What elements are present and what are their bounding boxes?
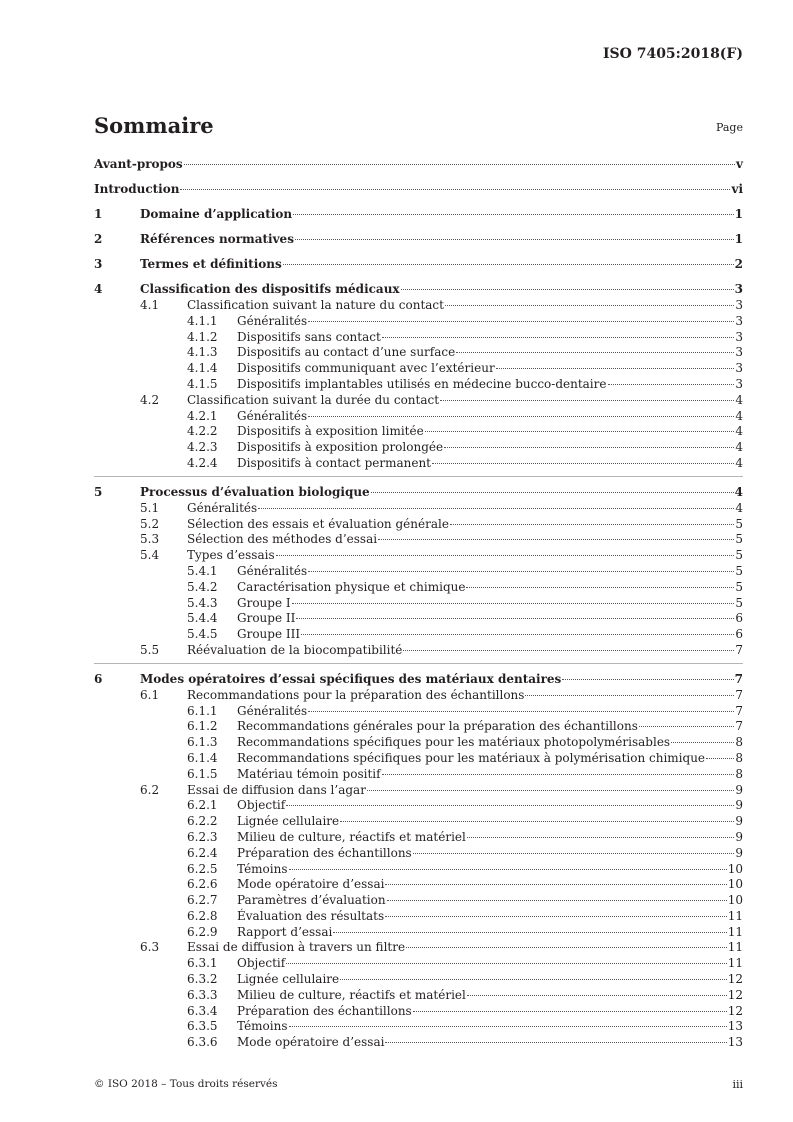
toc-entry-label: Avant-propos	[94, 157, 183, 171]
toc-entry-number: 4.2.3	[187, 440, 218, 455]
toc-entry-number: 6.2.4	[187, 845, 218, 860]
toc-entry[interactable]	[94, 611, 743, 627]
toc-dot-leader	[184, 163, 735, 165]
toc-entry-label: Lignée cellulaire	[237, 814, 340, 829]
toc-dot-leader	[450, 523, 734, 525]
toc-entry[interactable]	[94, 704, 743, 720]
toc-entry-page: 8	[735, 750, 743, 765]
toc-dot-leader	[308, 320, 734, 322]
toc-entry-page: 5	[735, 516, 743, 531]
toc-entry-page: 7	[735, 642, 743, 657]
toc-entry-page: 6	[735, 627, 743, 642]
toc-entry-number: 6.1.4	[187, 750, 218, 765]
toc-entry-page: 12	[727, 1003, 743, 1018]
toc-entry-label: Préparation des échantillons	[237, 1003, 412, 1018]
toc-entry[interactable]	[94, 893, 743, 909]
toc-dot-leader	[401, 288, 734, 290]
toc-entry-number: 1	[94, 207, 103, 221]
toc-entry-page: 4	[735, 408, 743, 423]
toc-entry-page: 3	[734, 282, 743, 296]
toc-entry[interactable]	[94, 206, 743, 223]
toc-entry-number: 4.2.1	[187, 408, 218, 423]
toc-dot-leader	[425, 430, 735, 432]
toc-entry-number: 4.1.1	[187, 313, 218, 328]
toc-entry-label: Processus d’évaluation biologique	[140, 484, 370, 499]
toc-dot-leader	[378, 538, 734, 540]
toc-entry-number: 4.2	[140, 392, 160, 407]
toc-entry-number: 6.2.1	[187, 798, 218, 813]
toc-dot-leader	[296, 617, 734, 619]
toc-entry[interactable]	[94, 314, 743, 330]
toc-entry-page: v	[736, 157, 743, 171]
toc-entry-page: 9	[735, 814, 743, 829]
toc-entry-page: 4	[735, 440, 743, 455]
toc-entry-page: 7	[734, 671, 743, 686]
toc-entry[interactable]	[94, 281, 743, 298]
toc-entry-label: Généralités	[237, 563, 308, 578]
toc-entry-label: Généralités	[237, 408, 308, 423]
toc-entry[interactable]	[94, 751, 743, 767]
toc-entry-label: Domaine d’application	[140, 207, 293, 221]
toc-entry-label: Dispositifs implantables utilisés en médecine bucco-dentaire	[237, 376, 607, 391]
toc-dot-leader	[293, 213, 734, 215]
toc-entry-label: Dispositifs à contact permanent	[237, 455, 432, 470]
toc-entry-number: 4.1	[140, 298, 160, 312]
toc-entry-label: Mode opératoire d’essai	[237, 877, 385, 892]
toc-dot-leader	[308, 415, 734, 417]
toc-entry-label: Recommandations pour la préparation des échantillons	[187, 687, 525, 702]
table-of-contents	[94, 156, 743, 1051]
toc-entry-label: Références normatives	[140, 232, 294, 246]
toc-dot-leader	[295, 238, 734, 240]
toc-entry[interactable]	[94, 972, 743, 988]
toc-entry-number: 6.2.6	[187, 877, 218, 892]
toc-entry-number: 5.4.1	[187, 563, 218, 578]
toc-entry-number: 4.2.2	[187, 424, 218, 439]
toc-entry-label: Groupe III	[237, 627, 301, 642]
toc-entry-label: Matériau témoin positif	[237, 766, 381, 781]
footer-copyright: © ISO 2018 – Tous droits réservés	[94, 1078, 278, 1090]
toc-entry-number: 6.3	[140, 940, 160, 955]
toc-entry-label: Modes opératoires d’essai spécifiques des matériaux dentaires	[140, 671, 562, 686]
page-title: Sommaire	[94, 113, 214, 138]
toc-dot-leader	[496, 367, 735, 369]
toc-entry-page: 1	[734, 232, 743, 246]
toc-entry[interactable]	[94, 909, 743, 925]
toc-entry[interactable]	[94, 688, 743, 704]
toc-dot-leader	[385, 1041, 726, 1043]
toc-dot-leader	[371, 491, 734, 493]
toc-entry[interactable]	[94, 476, 743, 501]
toc-dot-leader	[432, 462, 734, 464]
toc-entry-label: Dispositifs au contact d’une surface	[237, 345, 456, 360]
toc-entry-label: Mode opératoire d’essai	[237, 1035, 385, 1050]
toc-entry-label: Classification des dispositifs médicaux	[140, 282, 400, 296]
toc-entry-label: Témoins	[237, 861, 288, 876]
toc-entry-page: 1	[734, 207, 743, 221]
toc-dot-leader	[403, 649, 734, 651]
toc-entry-number: 4.1.4	[187, 361, 218, 376]
toc-entry-label: Caractérisation physique et chimique	[237, 579, 466, 594]
toc-entry-page: 9	[735, 845, 743, 860]
toc-dot-leader	[382, 773, 735, 775]
toc-dot-leader	[340, 978, 727, 980]
toc-entry-page: 12	[727, 987, 743, 1002]
toc-dot-leader	[308, 710, 734, 712]
toc-entry[interactable]	[94, 548, 743, 564]
toc-entry[interactable]	[94, 231, 743, 248]
toc-dot-leader	[706, 757, 734, 759]
toc-entry[interactable]	[94, 830, 743, 846]
toc-entry-number: 6.1.5	[187, 766, 218, 781]
toc-entry[interactable]	[94, 298, 743, 314]
toc-entry-number: 6.2.7	[187, 893, 218, 908]
toc-entry-label: Groupe I	[237, 595, 291, 610]
toc-entry-label: Rapport d’essai	[237, 924, 333, 939]
toc-entry-number: 5.4.5	[187, 627, 218, 642]
toc-entry-page: vi	[731, 182, 743, 196]
toc-entry[interactable]	[94, 663, 743, 688]
toc-entry-label: Dispositifs communiquant avec l’extérieur	[237, 361, 495, 376]
toc-entry-page: 5	[735, 563, 743, 578]
toc-entry[interactable]	[94, 627, 743, 643]
toc-dot-leader	[456, 351, 734, 353]
toc-entry-label: Essai de diffusion à travers un filtre	[187, 940, 406, 955]
toc-entry-number: 5.4.4	[187, 611, 218, 626]
toc-dot-leader	[671, 741, 734, 743]
toc-entry-number: 6.3.2	[187, 972, 218, 987]
toc-entry-page: 3	[735, 313, 743, 328]
toc-dot-leader	[467, 836, 735, 838]
toc-entry[interactable]	[94, 256, 743, 273]
toc-entry-page: 8	[735, 766, 743, 781]
toc-entry-number: 6.2.8	[187, 908, 218, 923]
toc-entry-number: 6.3.4	[187, 1003, 218, 1018]
toc-dot-leader	[385, 915, 727, 917]
toc-dot-leader	[562, 678, 733, 680]
toc-entry-number: 4.1.2	[187, 329, 218, 344]
toc-entry[interactable]	[94, 925, 743, 941]
toc-entry-label: Recommandations spécifiques pour les matériaux photopolymérisables	[237, 735, 671, 750]
toc-entry[interactable]	[94, 783, 743, 799]
toc-entry[interactable]	[94, 440, 743, 456]
toc-entry-label: Termes et définitions	[140, 257, 282, 271]
toc-entry-number: 4.2.4	[187, 455, 218, 470]
toc-entry-label: Milieu de culture, réactifs et matériel	[237, 829, 466, 844]
toc-entry-number: 4	[94, 282, 103, 296]
toc-entry-number: 5.1	[140, 500, 160, 515]
toc-entry-label: Classification suivant la durée du contact	[187, 392, 440, 407]
toc-dot-leader	[367, 789, 734, 791]
toc-entry[interactable]	[94, 456, 743, 472]
toc-dot-leader	[406, 946, 727, 948]
toc-entry-page: 10	[727, 877, 743, 892]
toc-dot-leader	[444, 446, 734, 448]
toc-entry-number: 6.1.1	[187, 703, 218, 718]
toc-entry-page: 9	[735, 798, 743, 813]
toc-entry-page: 5	[735, 548, 743, 563]
toc-entry-number: 6.1.3	[187, 735, 218, 750]
toc-entry[interactable]	[94, 988, 743, 1004]
toc-entry-page: 3	[735, 376, 743, 391]
toc-entry[interactable]	[94, 862, 743, 878]
toc-entry[interactable]	[94, 1004, 743, 1020]
toc-entry[interactable]	[94, 564, 743, 580]
toc-entry-label: Objectif	[237, 956, 286, 971]
toc-entry-page: 13	[727, 1035, 743, 1050]
toc-dot-leader	[180, 188, 730, 190]
toc-entry[interactable]	[94, 409, 743, 425]
toc-dot-leader	[333, 931, 726, 933]
toc-entry-page: 10	[727, 861, 743, 876]
toc-dot-leader	[445, 304, 734, 306]
toc-dot-leader	[440, 399, 734, 401]
toc-entry-number: 6.2.5	[187, 861, 218, 876]
toc-entry[interactable]	[94, 596, 743, 612]
toc-entry-label: Témoins	[237, 1019, 288, 1034]
toc-entry-label: Sélection des essais et évaluation générale	[187, 516, 449, 531]
toc-entry-label: Introduction	[94, 182, 180, 196]
toc-entry-label: Types d’essais	[187, 548, 275, 563]
toc-entry-label: Groupe II	[237, 611, 296, 626]
toc-entry[interactable]	[94, 940, 743, 956]
toc-entry-label: Objectif	[237, 798, 286, 813]
toc-entry[interactable]	[94, 956, 743, 972]
toc-entry-number: 5.3	[140, 532, 160, 547]
toc-entry-number: 5.2	[140, 516, 160, 531]
toc-entry-label: Généralités	[237, 313, 308, 328]
toc-entry-number: 6.3.5	[187, 1019, 218, 1034]
toc-entry[interactable]	[94, 877, 743, 893]
toc-entry-page: 3	[735, 345, 743, 360]
toc-entry-page: 4	[734, 484, 743, 499]
toc-entry-label: Dispositifs à exposition limitée	[237, 424, 424, 439]
toc-entry[interactable]	[94, 330, 743, 346]
toc-dot-leader	[385, 883, 726, 885]
toc-entry[interactable]	[94, 580, 743, 596]
page-column-label: Page	[715, 121, 743, 134]
toc-entry-label: Sélection des méthodes d’essai	[187, 532, 378, 547]
toc-entry[interactable]	[94, 798, 743, 814]
toc-entry-page: 5	[735, 595, 743, 610]
toc-entry-label: Généralités	[187, 500, 258, 515]
toc-entry[interactable]	[94, 814, 743, 830]
toc-entry-number: 6.3.1	[187, 956, 218, 971]
toc-entry-label: Recommandations générales pour la préparation des échantillons	[237, 719, 638, 734]
toc-dot-leader	[258, 507, 734, 509]
toc-entry-page: 3	[735, 361, 743, 376]
toc-entry-page: 4	[735, 424, 743, 439]
footer-page-number: iii	[732, 1078, 743, 1091]
toc-entry-label: Réévaluation de la biocompatibilité	[187, 642, 403, 657]
toc-entry-label: Dispositifs à exposition prolongée	[237, 440, 444, 455]
page-header-code: ISO 7405:2018(F)	[602, 46, 743, 62]
toc-entry-number: 6.3.3	[187, 987, 218, 1002]
toc-entry-number: 6	[94, 671, 103, 686]
toc-entry-page: 11	[727, 940, 743, 955]
toc-dot-leader	[608, 383, 735, 385]
toc-dot-leader	[286, 804, 734, 806]
toc-entry-page: 11	[727, 956, 743, 971]
toc-entry[interactable]	[94, 424, 743, 440]
toc-entry-number: 3	[94, 257, 103, 271]
toc-entry-number: 4.1.3	[187, 345, 218, 360]
toc-entry[interactable]	[94, 719, 743, 735]
toc-entry-number: 5.5	[140, 642, 160, 657]
toc-entry[interactable]	[94, 361, 743, 377]
toc-entry-number: 5.4	[140, 548, 160, 563]
toc-entry-page: 8	[735, 735, 743, 750]
toc-dot-leader	[467, 994, 727, 996]
toc-dot-leader	[286, 962, 727, 964]
toc-entry-number: 6.2.3	[187, 829, 218, 844]
toc-entry[interactable]	[94, 181, 743, 198]
toc-entry-page: 5	[735, 579, 743, 594]
toc-dot-leader	[387, 899, 727, 901]
toc-entry-label: Évaluation des résultats	[237, 908, 385, 923]
toc-entry-label: Essai de diffusion dans l’agar	[187, 782, 366, 797]
toc-entry-page: 4	[735, 455, 743, 470]
toc-dot-leader	[283, 263, 734, 265]
toc-entry-number: 6.2.9	[187, 924, 218, 939]
toc-entry-number: 2	[94, 232, 103, 246]
toc-entry[interactable]	[94, 501, 743, 517]
toc-entry[interactable]	[94, 1019, 743, 1035]
toc-entry[interactable]	[94, 156, 743, 173]
toc-entry-label: Lignée cellulaire	[237, 972, 340, 987]
toc-entry-number: 6.2.2	[187, 814, 218, 829]
toc-dot-leader	[413, 852, 735, 854]
toc-entry[interactable]	[94, 735, 743, 751]
toc-dot-leader	[340, 820, 734, 822]
toc-entry-label: Classification suivant la nature du contact	[187, 298, 444, 312]
toc-entry[interactable]	[94, 532, 743, 548]
toc-entry-label: Dispositifs sans contact	[237, 329, 381, 344]
toc-entry-label: Milieu de culture, réactifs et matériel	[237, 987, 466, 1002]
toc-entry-number: 6.2	[140, 782, 160, 797]
toc-dot-leader	[276, 554, 735, 556]
toc-entry[interactable]	[94, 393, 743, 409]
toc-dot-leader	[382, 336, 735, 338]
toc-entry[interactable]	[94, 846, 743, 862]
toc-dot-leader	[289, 868, 727, 870]
toc-entry[interactable]	[94, 643, 743, 659]
toc-entry[interactable]	[94, 1035, 743, 1051]
toc-entry-page: 9	[735, 829, 743, 844]
toc-entry-page: 11	[727, 924, 743, 939]
toc-entry-number: 6.3.6	[187, 1035, 218, 1050]
toc-dot-leader	[639, 725, 734, 727]
toc-entry-page: 4	[735, 500, 743, 515]
toc-dot-leader	[308, 570, 734, 572]
toc-entry-page: 4	[735, 392, 743, 407]
toc-entry-number: 6.1.2	[187, 719, 218, 734]
toc-entry-number: 5.4.2	[187, 579, 218, 594]
toc-entry[interactable]	[94, 767, 743, 783]
toc-entry-page: 5	[735, 532, 743, 547]
toc-entry-number: 5.4.3	[187, 595, 218, 610]
toc-entry-page: 3	[735, 298, 743, 312]
toc-dot-leader	[289, 1025, 727, 1027]
toc-entry-page: 3	[735, 329, 743, 344]
toc-entry-label: Préparation des échantillons	[237, 845, 412, 860]
toc-entry-page: 12	[727, 972, 743, 987]
toc-entry[interactable]	[94, 517, 743, 533]
toc-entry-page: 10	[727, 893, 743, 908]
toc-entry-page: 7	[735, 687, 743, 702]
toc-entry-page: 9	[735, 782, 743, 797]
toc-dot-leader	[525, 694, 734, 696]
toc-entry-number: 5	[94, 484, 103, 499]
toc-dot-leader	[413, 1010, 727, 1012]
toc-entry-label: Recommandations spécifiques pour les matériaux à polymérisation chimique	[237, 750, 706, 765]
toc-entry[interactable]	[94, 345, 743, 361]
toc-entry-page: 13	[727, 1019, 743, 1034]
toc-entry-page: 2	[734, 257, 743, 271]
toc-entry-label: Généralités	[237, 703, 308, 718]
toc-entry-number: 6.1	[140, 687, 160, 702]
toc-dot-leader	[466, 586, 734, 588]
toc-dot-leader	[301, 633, 734, 635]
toc-dot-leader	[292, 602, 735, 604]
toc-entry[interactable]	[94, 377, 743, 393]
toc-entry-number: 4.1.5	[187, 376, 218, 391]
toc-entry-page: 6	[735, 611, 743, 626]
toc-entry-page: 7	[735, 703, 743, 718]
toc-entry-page: 7	[735, 719, 743, 734]
toc-entry-label: Paramètres d’évaluation	[237, 893, 386, 908]
toc-entry-page: 11	[727, 908, 743, 923]
